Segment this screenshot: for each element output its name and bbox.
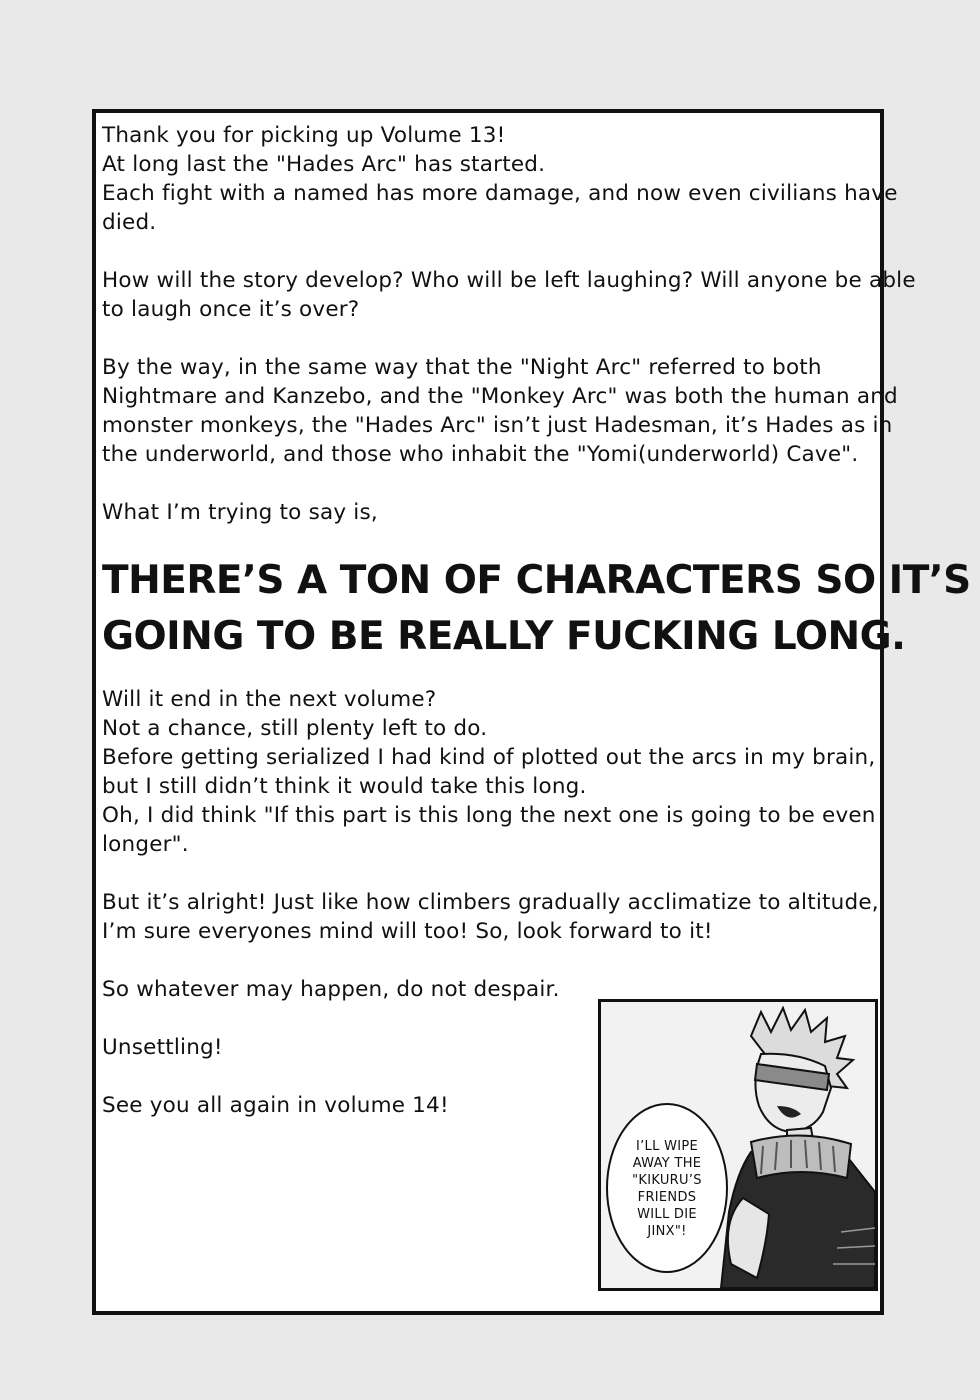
text-line: Thank you for picking up Volume 13! [102,123,506,148]
speech-line: AWAY THE [632,1156,702,1171]
text-line: Oh, I did think "If this part is this long the next one is going to be even [102,803,876,828]
paragraph-gap [102,237,884,266]
text-line: but I still didn’t think it would take this long. [102,774,587,799]
text-line: Before getting serialized I had kind of plotted out the arcs in my brain, [102,745,876,770]
text-line: I’m sure everyones mind will too! So, look forward to it! [102,919,713,944]
text-line: Each fight with a named has more damage, and now even civilians have [102,181,898,206]
text-line: the underworld, and those who inhabit the "Yomi(underworld) Cave". [102,442,859,467]
text-line: Nightmare and Kanzebo, and the "Monkey Arc" was both the human and [102,384,898,409]
speech-bubble-text [613,1138,721,1240]
text-line: So whatever may happen, do not despair. [102,977,560,1002]
text-line: monster monkeys, the "Hades Arc" isn’t just Hadesman, it’s Hades as in [102,413,893,438]
text-line: died. [102,210,157,235]
text-line: What I’m trying to say is, [102,500,378,525]
paragraph-gap [102,324,884,353]
speech-line: "KIKURU’S [632,1173,702,1188]
headline-line: GOING TO BE REALLY FUCKING LONG. [102,614,906,659]
scarf-shape [751,1135,851,1178]
headline-line: THERE’S A TON OF CHARACTERS SO IT’S [102,558,971,603]
text-line: How will the story develop? Who will be left laughing? Will anyone be able [102,268,916,293]
text-line: Will it end in the next volume? [102,687,437,712]
afterword-panel [92,109,971,1315]
text-line: At long last the "Hades Arc" has started. [102,152,546,177]
text-line: to laugh once it’s over? [102,297,360,322]
speech-line: WILL DIE [637,1207,697,1222]
text-line: But it’s alright! Just like how climbers gradually acclimatize to altitude, [102,890,879,915]
speech-line: FRIENDS [637,1190,697,1205]
text-line: By the way, in the same way that the "Night Arc" referred to both [102,355,822,380]
text-line: Not a chance, still plenty left to do. [102,716,488,741]
paragraph-gap [102,859,884,888]
text-line: See you all again in volume 14! [102,1093,449,1118]
paragraph-gap [102,469,884,498]
paragraph-gap [102,946,884,975]
speech-line: I’LL WIPE [635,1139,699,1154]
manga-illustration [598,999,878,1291]
text-line: longer". [102,832,189,857]
afterword-text [102,121,971,1120]
text-line: Unsettling! [102,1035,223,1060]
speech-line: JINX"! [647,1224,687,1239]
